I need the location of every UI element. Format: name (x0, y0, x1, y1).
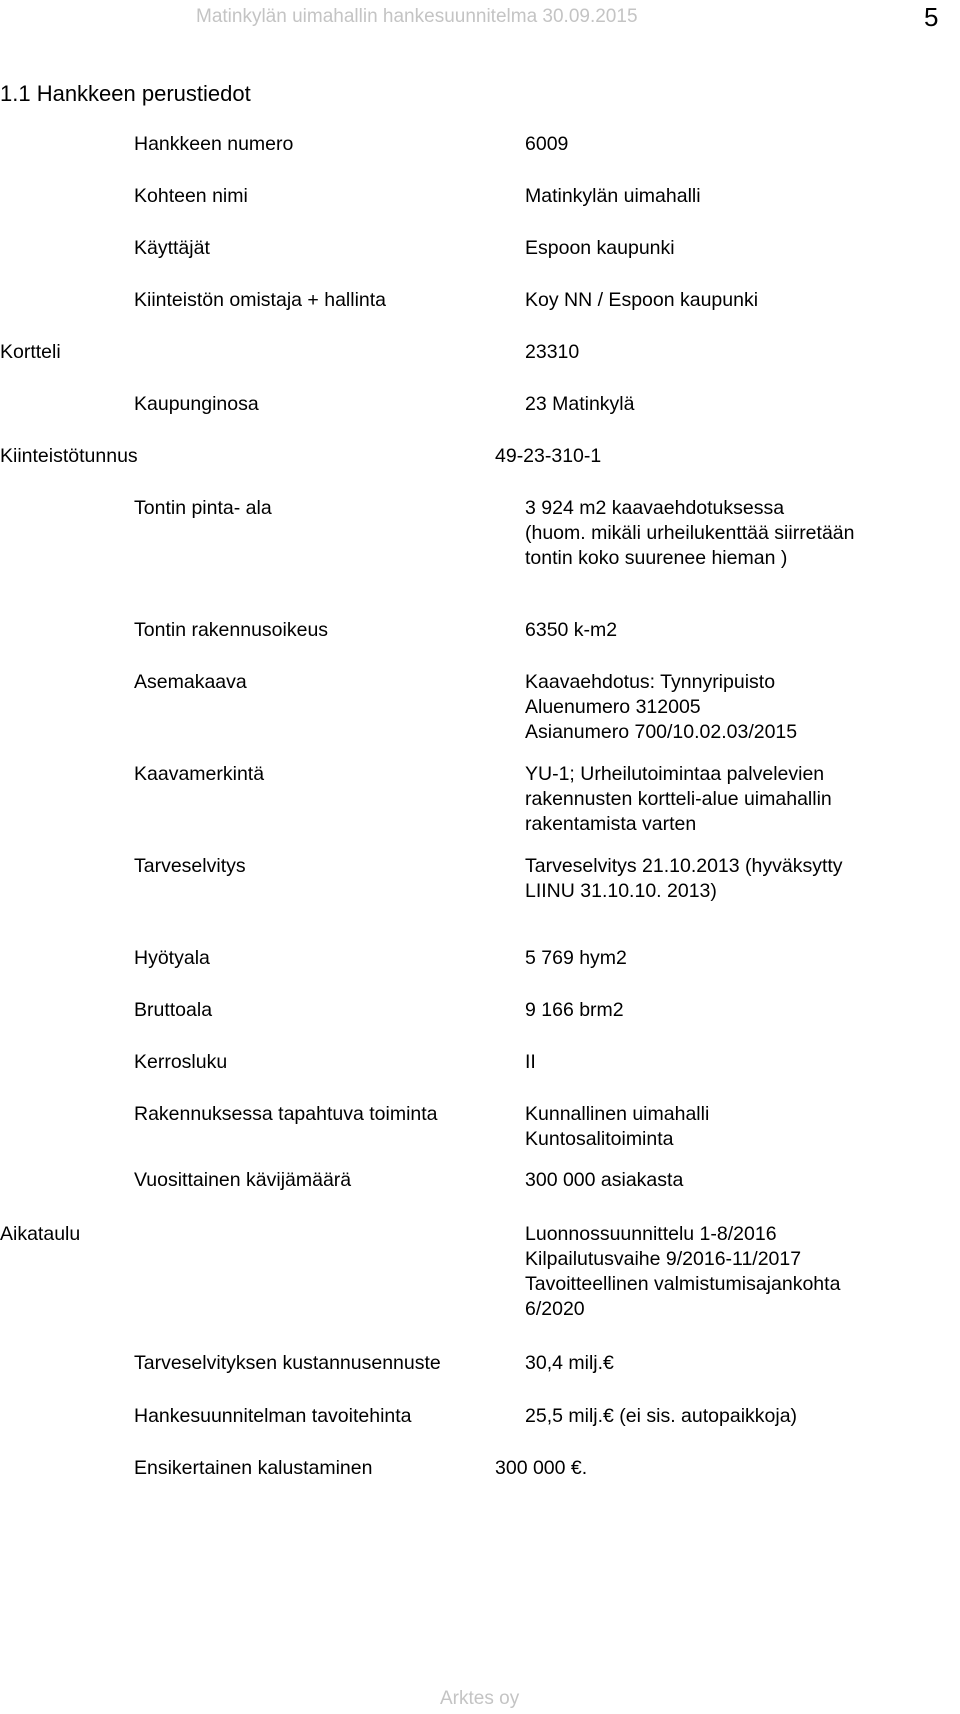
row-value (525, 1168, 683, 1193)
row-value-line: Kilpailutusvaihe 9/2016-11/2017 (525, 1248, 802, 1270)
section-title: 1.1 Hankkeen perustiedot (0, 81, 251, 106)
row-value-line: 9 166 brm2 (525, 999, 624, 1021)
row-value (525, 392, 634, 417)
row-label: Kohteen nimi (134, 185, 248, 207)
row-value-line: 25,5 milj.€ (ei sis. autopaikkoja) (525, 1405, 798, 1427)
row-value (525, 998, 624, 1023)
row-value (495, 444, 601, 469)
row-value (525, 184, 701, 209)
row-value (525, 854, 843, 904)
row-value (525, 1102, 709, 1152)
row-label: Kaupunginosa (134, 393, 259, 415)
row-label: Tarveselvityksen kustannusennuste (134, 1352, 441, 1374)
row-value (525, 288, 758, 313)
row-label: Kortteli (0, 341, 61, 363)
row-value-line: 6009 (525, 133, 569, 155)
row-value-line: 30,4 milj.€ (525, 1352, 614, 1374)
row-value (525, 1050, 536, 1075)
row-value-line: 6/2020 (525, 1298, 585, 1320)
row-label: Kerrosluku (134, 1051, 228, 1073)
row-value (495, 1456, 587, 1481)
row-value-line: rakentamista varten (525, 813, 697, 835)
row-value (525, 618, 617, 643)
row-value-line: 300 000 €. (495, 1457, 588, 1479)
row-value-line: Matinkylän uimahalli (525, 185, 701, 207)
row-label: Tontin rakennusoikeus (134, 619, 329, 641)
row-value (525, 340, 579, 365)
row-value (525, 236, 675, 261)
row-value (525, 496, 854, 571)
row-value-line: 23 Matinkylä (525, 393, 635, 415)
row-value-line: 49-23-310-1 (495, 445, 602, 467)
row-value-line: 300 000 asiakasta (525, 1169, 684, 1191)
row-value-line: Kunnallinen uimahalli (525, 1103, 710, 1125)
row-value (525, 1404, 797, 1429)
row-label: Aikataulu (0, 1223, 81, 1245)
row-label: Ensikertainen kalustaminen (134, 1457, 373, 1479)
page-number: 5 (924, 2, 939, 32)
row-value-line: rakennusten kortteli-alue uimahallin (525, 788, 832, 810)
row-value-line: YU-1; Urheilutoimintaa palvelevien (525, 763, 825, 785)
row-value-line: Tavoitteellinen valmistumisajankohta (525, 1273, 841, 1295)
row-value-line: Aluenumero 312005 (525, 696, 701, 718)
row-label: Kiinteistötunnus (0, 445, 138, 467)
row-label: Vuosittainen kävijämäärä (134, 1169, 352, 1191)
row-value-line: Luonnossuunnittelu 1-8/2016 (525, 1223, 777, 1245)
row-value-line: Espoon kaupunki (525, 237, 675, 259)
footer-text: Arktes oy (440, 1688, 520, 1709)
row-label: Hankkeen numero (134, 133, 294, 155)
row-label: Hyötyala (134, 947, 210, 969)
row-value (525, 132, 568, 157)
row-label: Kaavamerkintä (134, 763, 265, 785)
row-value-line: Koy NN / Espoon kaupunki (525, 289, 759, 311)
row-label: Kiinteistön omistaja + hallinta (134, 289, 387, 311)
row-value-line: Kuntosalitoiminta (525, 1128, 674, 1150)
row-value-line: Tarveselvitys 21.10.2013 (hyväksytty (525, 855, 843, 877)
row-value (525, 1351, 614, 1376)
row-value (525, 946, 627, 971)
running-header: Matinkylän uimahallin hankesuunnitelma 30.09.2015 (196, 6, 638, 27)
row-value-line: II (525, 1051, 536, 1073)
row-value-line: 23310 (525, 341, 580, 363)
row-label: Käyttäjät (134, 237, 210, 259)
row-value-line: tontin koko suurenee hieman ) (525, 547, 788, 569)
row-value-line: Kaavaehdotus: Tynnyripuisto (525, 671, 776, 693)
row-value-line: 5 769 hym2 (525, 947, 627, 969)
row-value-line: Asianumero 700/10.02.03/2015 (525, 721, 798, 743)
row-value-line: 6350 k-m2 (525, 619, 618, 641)
row-label: Bruttoala (134, 999, 213, 1021)
row-label: Rakennuksessa tapahtuva toiminta (134, 1103, 438, 1125)
row-value-line: 3 924 m2 kaavaehdotuksessa (525, 497, 785, 519)
row-label: Tontin pinta- ala (134, 497, 272, 519)
row-value (525, 670, 797, 745)
row-value (525, 762, 832, 837)
row-value-line: LIINU 31.10.10. 2013) (525, 880, 717, 902)
row-value (525, 1222, 840, 1322)
row-label: Tarveselvitys (134, 855, 246, 877)
row-label: Asemakaava (134, 671, 247, 693)
row-value-line: (huom. mikäli urheilukenttää siirretään (525, 522, 855, 544)
row-label: Hankesuunnitelman tavoitehinta (134, 1405, 412, 1427)
